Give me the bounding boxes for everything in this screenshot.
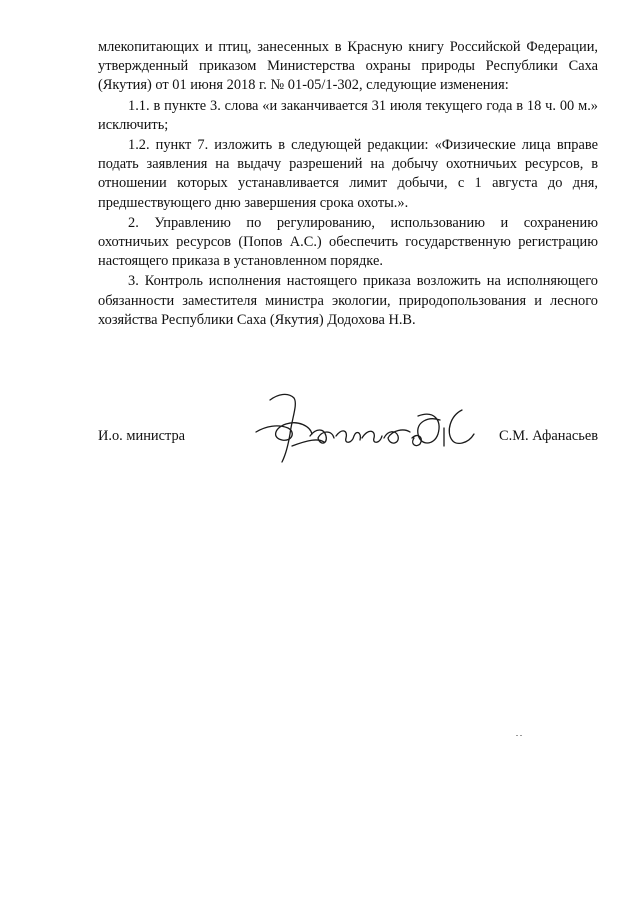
handwritten-signature xyxy=(248,388,493,468)
signer-title: И.о. министра xyxy=(98,428,186,444)
paragraph-intro-continuation: млекопитающих и птиц, занесенных в Красную книгу Российской Федерации, утвержденный приказом Министерства охраны природы Республики Саха (Якутия) от 01 июня 2018 г. № 01-05/1-302, следующие изменения: xyxy=(98,39,598,94)
paragraph-item-1-2: 1.2. пункт 7. изложить в следующей редакции: «Физические лица вправе подать заявления на выдачу разрешений на добычу охотничьих ресурсов, в отношении которых устанавливается лимит добычи, с 1 августа до дня, предшествующего дню завершения срока охоты.». xyxy=(98,137,598,211)
paragraph-item-3: 3. Контроль исполнения настоящего приказа возложить на исполняющего обязанности заместителя министра экологии, природопользования и лесного хозяйства Республики Саха (Якутия) Додохова Н.В. xyxy=(98,273,598,328)
paragraph-item-1-1: 1.1. в пункте 3. слова «и заканчивается 31 июля текущего года в 18 ч. 00 м.» исключить; xyxy=(98,97,598,133)
signer-name: С.М. Афанасьев xyxy=(499,428,598,444)
scan-speck xyxy=(516,735,518,736)
scan-speck xyxy=(520,735,522,736)
signature-block xyxy=(98,388,598,468)
paragraph-item-2: 2. Управлению по регулированию, использованию и сохранению охотничьих ресурсов (Попов А.С.) обеспечить государственную регистрацию настоящего приказа в установленном порядке. xyxy=(98,214,598,270)
document-body xyxy=(98,38,598,330)
